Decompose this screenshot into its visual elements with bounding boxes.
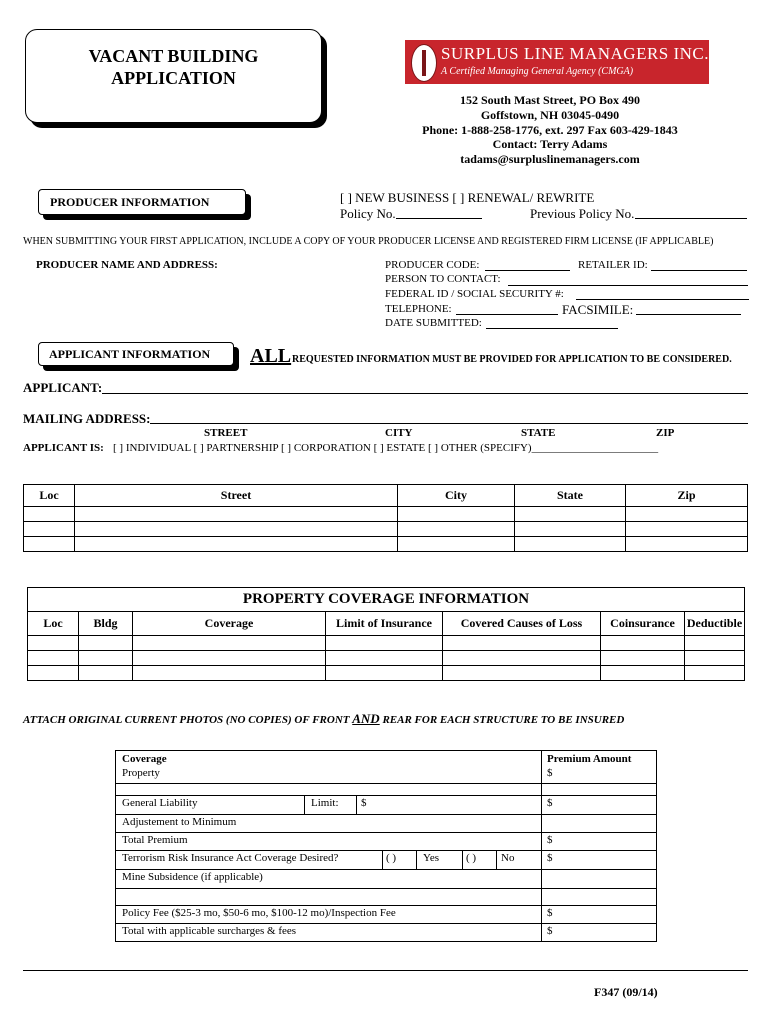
logo-name: SURPLUS LINE MANAGERS INC. [441, 44, 710, 63]
photo-notice-pre: ATTACH ORIGINAL CURRENT PHOTOS (NO COPIES) OF FRONT [23, 714, 353, 726]
table-row [28, 636, 745, 651]
property-coverage-title: PROPERTY COVERAGE INFORMATION [28, 588, 745, 612]
policy-no-field[interactable] [396, 218, 482, 219]
photo-notice [23, 711, 624, 727]
date-submitted-label: DATE SUBMITTED: [385, 317, 482, 329]
form-title-line2: APPLICATION [111, 68, 236, 88]
applicant-label: APPLICANT: [23, 380, 103, 395]
facsimile-label: FACSIMILE: [562, 302, 634, 317]
general-liability-amount[interactable]: $ [547, 797, 553, 809]
address-phone: Phone: 1-888-258-1776, ext. 297 Fax 603-429-1843 [422, 123, 678, 137]
previous-policy-no-label: Previous Policy No. [530, 206, 635, 221]
premium-property-amount[interactable]: $ [547, 767, 553, 779]
total-premium-amount[interactable]: $ [547, 834, 553, 846]
property-header-bldg: Bldg [79, 612, 133, 636]
federal-id-label: FEDERAL ID / SOCIAL SECURITY #: [385, 288, 564, 300]
new-business-renewal-checkboxes[interactable]: [ ] NEW BUSINESS [ ] RENEWAL/ REWRITE [340, 190, 595, 205]
all-emphasis: ALL [250, 345, 292, 367]
license-notice: WHEN SUBMITTING YOUR FIRST APPLICATION, INCLUDE A COPY OF YOUR PRODUCER LICENSE AND REGISTERED FIRM LICENSE (IF APPLICABLE) [23, 236, 714, 247]
street-caption: STREET [204, 427, 248, 439]
mine-subsidence-label: Mine Subsidence (if applicable) [122, 871, 263, 883]
location-header-state: State [515, 485, 626, 507]
address-city: Goffstown, NH 03045-0490 [480, 108, 620, 122]
photo-notice-and: AND [352, 711, 380, 726]
address-street: 152 South Mast Street, PO Box 490 [459, 93, 641, 107]
mailing-address-field[interactable] [150, 423, 748, 424]
adjustment-label: Adjustement to Minimum [122, 816, 237, 828]
applicant-section-label: APPLICANT INFORMATION [49, 347, 211, 361]
property-header-loc: Loc [28, 612, 79, 636]
mailing-address-label: MAILING ADDRESS: [23, 411, 151, 426]
producer-code-label: PRODUCER CODE: [385, 259, 480, 271]
table-row [28, 651, 745, 666]
table-row [24, 537, 748, 552]
limit-label: Limit: [311, 797, 339, 809]
terrorism-no-checkbox[interactable]: ( ) [466, 852, 477, 864]
property-header-coinsurance: Coinsurance [601, 612, 685, 636]
telephone-field[interactable] [456, 314, 558, 315]
premium-amount-header: Premium Amount [547, 753, 632, 765]
premium-coverage-header: Coverage [122, 753, 167, 765]
state-caption: STATE [521, 427, 556, 439]
photo-notice-post: REAR FOR EACH STRUCTURE TO BE INSURED [379, 714, 625, 726]
person-to-contact-field[interactable] [508, 285, 748, 286]
terrorism-yes-checkbox[interactable]: ( ) [386, 852, 397, 864]
property-header-causes: Covered Causes of Loss [443, 612, 601, 636]
producer-name-address-label: PRODUCER NAME AND ADDRESS: [36, 259, 218, 271]
total-surcharges-amount[interactable]: $ [547, 925, 553, 937]
table-row [24, 507, 748, 522]
form-number: F347 (09/14) [594, 985, 658, 999]
applicant-is-label: APPLICANT IS: [23, 442, 104, 454]
address-email: tadams@surpluslinemanagers.com [460, 152, 640, 166]
property-header-limit: Limit of Insurance [326, 612, 443, 636]
applicant-type-options[interactable]: [ ] INDIVIDUAL [ ] PARTNERSHIP [ ] CORPORATION [ ] ESTATE [ ] OTHER (SPECIFY)_______________________ [113, 442, 659, 454]
form-title-line1: VACANT BUILDING [88, 46, 259, 66]
retailer-id-field[interactable] [651, 270, 747, 271]
logo-emblem-icon [411, 44, 437, 82]
policy-fee-amount[interactable]: $ [547, 907, 553, 919]
all-requested-notice: REQUESTED INFORMATION MUST BE PROVIDED FOR APPLICATION TO BE CONSIDERED. [292, 354, 732, 365]
premium-property-label: Property [122, 767, 160, 779]
federal-id-field[interactable] [576, 299, 749, 300]
total-surcharges-label: Total with applicable surcharges & fees [122, 925, 297, 937]
terrorism-yes-label: Yes [423, 852, 440, 864]
terrorism-label: Terrorism Risk Insurance Act Coverage Desired? [122, 852, 339, 864]
company-logo [405, 40, 709, 84]
city-caption: CITY [385, 427, 413, 439]
terrorism-amount[interactable]: $ [547, 852, 553, 864]
applicant-field[interactable] [102, 393, 748, 394]
location-header-street: Street [75, 485, 398, 507]
total-premium-label: Total Premium [122, 834, 188, 846]
location-table [23, 484, 748, 552]
property-coverage-table [27, 587, 745, 681]
footer-divider [23, 970, 748, 971]
person-to-contact-label: PERSON TO CONTACT: [385, 273, 501, 285]
producer-code-field[interactable] [485, 270, 570, 271]
location-header-loc: Loc [24, 485, 75, 507]
location-header-zip: Zip [626, 485, 748, 507]
property-header-deductible: Deductible [685, 612, 745, 636]
date-submitted-field[interactable] [486, 328, 618, 329]
zip-caption: ZIP [656, 427, 675, 439]
producer-section-label: PRODUCER INFORMATION [50, 195, 210, 209]
policy-no-label: Policy No. [340, 206, 396, 221]
terrorism-no-label: No [501, 852, 515, 864]
facsimile-field[interactable] [636, 314, 741, 315]
table-row [24, 522, 748, 537]
previous-policy-no-field[interactable] [635, 218, 747, 219]
retailer-id-label: RETAILER ID: [578, 259, 648, 271]
location-header-city: City [398, 485, 515, 507]
logo-tagline: A Certified Managing General Agency (CMGA) [441, 66, 634, 77]
table-row [28, 666, 745, 681]
address-contact: Contact: Terry Adams [492, 137, 608, 151]
limit-amount[interactable]: $ [361, 797, 367, 809]
property-header-coverage: Coverage [133, 612, 326, 636]
telephone-label: TELEPHONE: [385, 303, 452, 315]
general-liability-label: General Liability [122, 797, 198, 809]
policy-fee-label: Policy Fee ($25-3 mo, $50-6 mo, $100-12 mo)/Inspection Fee [122, 907, 396, 919]
